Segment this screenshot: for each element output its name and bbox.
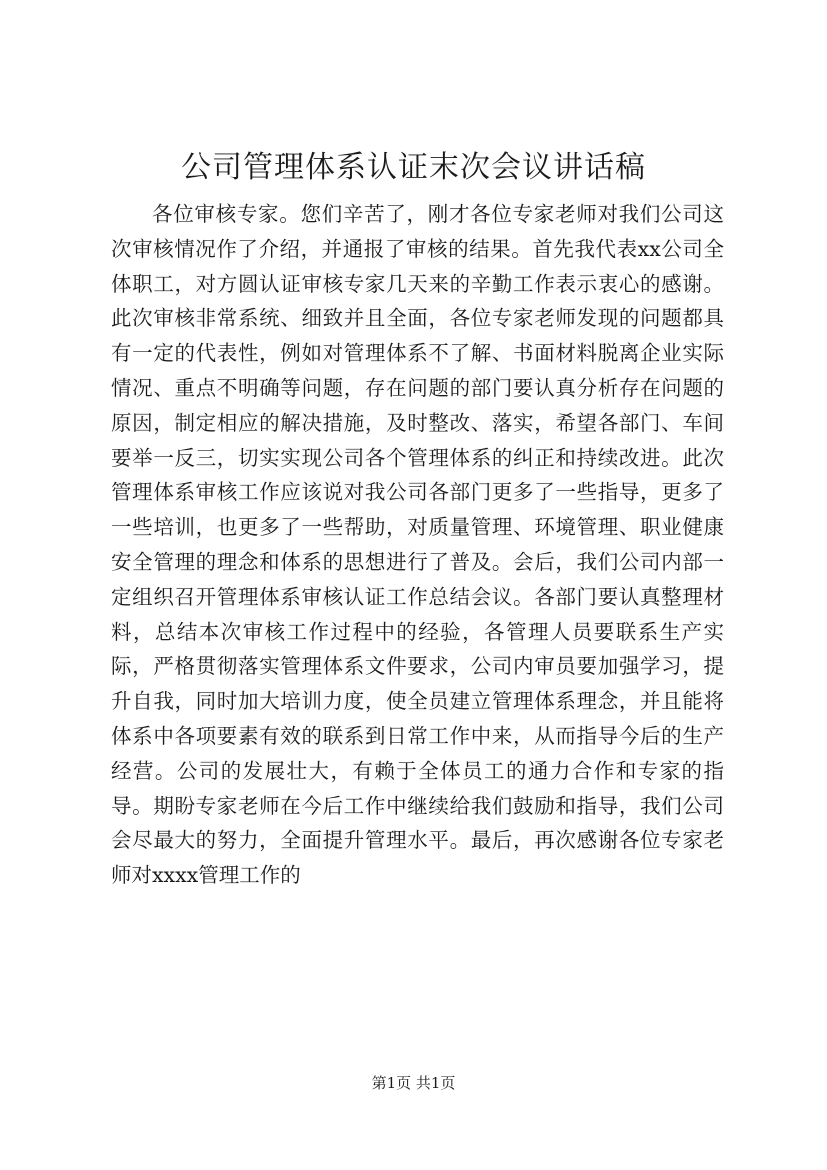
document-title: 公司管理体系认证末次会议讲话稿 <box>181 150 646 185</box>
document-body-paragraph: 各位审核专家。您们辛苦了，刚才各位专家老师对我们公司这次审核情况作了介绍，并通报了审核的结果。首先我代表xx公司全体职工，对方圆认证审核专家几天来的辛勤工作表示衷心的感谢。此次审核非常系统、细致并且全面，各位专家老师发现的问题都具有一定的代表性，例如对管理体系不了解、书面材料脱离企业实际情况、重点不明确等问题，存在问题的部门要认真分析存在问题的原因，制定相应的解决措施，及时整改、落实，希望各部门、车间要举一反三，切实实现公司各个管理体系的纠正和持续改进。此次管理体系审核工作应该说对我公司各部门更多了一些指导，更多了一些培训，也更多了一些帮助，对质量管理、环境管理、职业健康安全管理的理念和体系的思想进行了普及。会后，我们公司内部一定组织召开管理体系审核认证工作总结会议。各部门要认真整理材料，总结本次审核工作过程中的经验，各管理人员要联系生产实际，严格贯彻落实管理体系文件要求，公司内审员要加强学习，提升自我，同时加大培训力度，使全员建立管理体系理念，并且能将体系中各项要素有效的联系到日常工作中来，从而指导今后的生产经营。公司的发展壮大，有赖于全体员工的通力合作和专家的指导。期盼专家老师在今后工作中继续给我们鼓励和指导，我们公司会尽最大的努力，全面提升管理水平。最后，再次感谢各位专家老师对xxxx管理工作的 <box>111 202 724 888</box>
page-number-footer: 第1页 共1页 <box>371 1074 456 1092</box>
